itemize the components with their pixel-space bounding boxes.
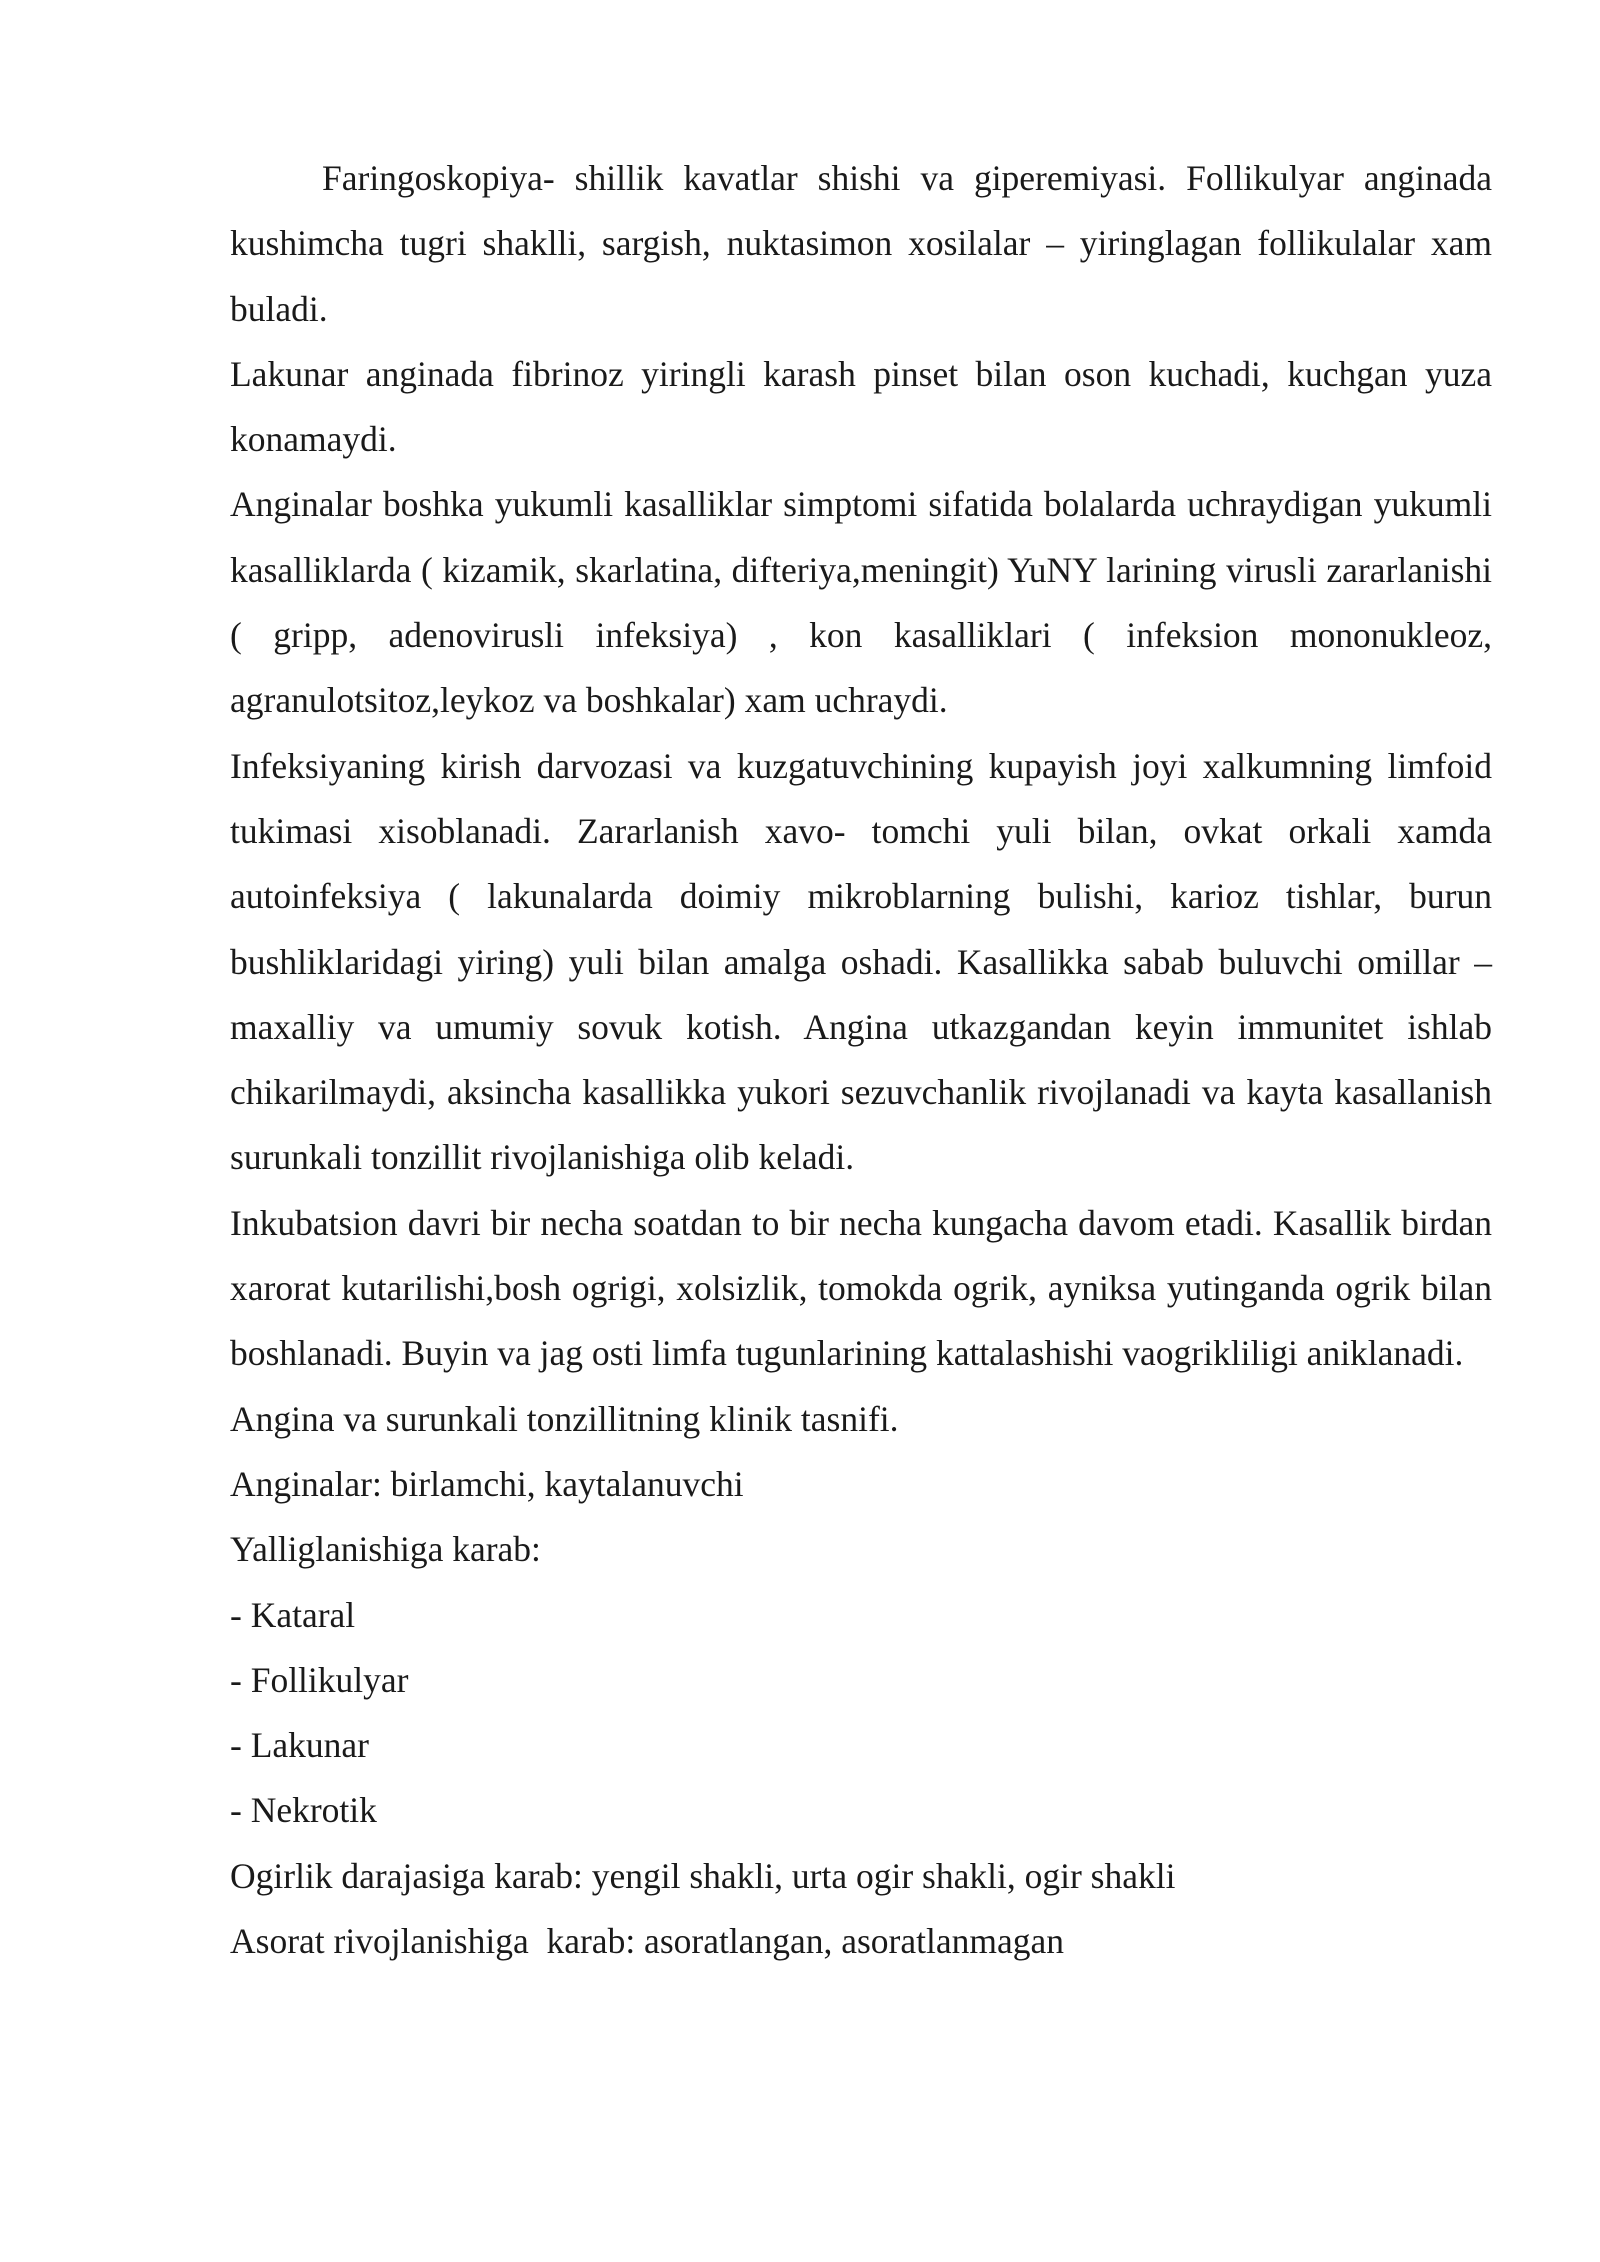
list-line-yalliglanishiga: Yalliglanishiga karab:: [230, 1529, 541, 1570]
list-item-kataral: - Kataral: [230, 1594, 356, 1635]
list-line-anginalar: Anginalar: birlamchi, kaytalanuvchi: [230, 1463, 744, 1504]
list-line-asorat: Asorat rivojlanishiga karab: asoratlangan, asoratlanmagan: [230, 1921, 1064, 1962]
paragraph-anginalar-yukumli: Anginalar boshka yukumli kasalliklar simptomi sifatida bolalarda uchraydigan yukumli kasalliklarda ( kizamik, skarlatina, difteriya,meningit) YuNY larining virusli zararlanishi ( gripp, adenovirusli infeksiya) , kon kasalliklari ( infeksion mononukleoz, agranulotsitoz,leykoz va boshkalar) xam uchraydi.: [230, 484, 1492, 721]
list-line-ogirlik: Ogirlik darajasiga karab: yengil shakli, urta ogir shakli, ogir shakli: [230, 1855, 1176, 1896]
list-item-lakunar: - Lakunar: [230, 1725, 369, 1766]
paragraph-lakunar-angina: Lakunar anginada fibrinoz yiringli karash pinset bilan oson kuchadi, kuchgan yuza konamaydi.: [230, 353, 1492, 460]
paragraph-infeksiya-kirish: Infeksiyaning kirish darvozasi va kuzgatuvchining kupayish joyi xalkumning limfoid tukimasi xisoblanadi. Zararlanish xavo- tomchi yuli bilan, ovkat orkali xamda autoinfeksiya ( lakunalarda doimiy mikroblarning bulishi, karioz tishlar, burun bushliklaridagi yiring) yuli bilan amalga oshadi. Kasallikka sabab buluvchi omillar – maxalliy va umumiy sovuk kotish. Angina utkazgandan keyin immunitet ishlab chikarilmaydi, aksincha kasallikka yukori sezuvchanlik rivojlanadi va kayta kasallanish surunkali tonzillit rivojlanishiga olib keladi.: [230, 745, 1492, 1178]
document-body: [230, 146, 1492, 1974]
list-item-follikulyar: - Follikulyar: [230, 1659, 409, 1700]
paragraph-inkubatsion-davri: Inkubatsion davri bir necha soatdan to bir necha kungacha davom etadi. Kasallik birdan xarorat kutarilishi,bosh ogrigi, xolsizlik, tomokda ogrik, ayniksa yutinganda ogrik bilan boshlanadi. Buyin va jag osti limfa tugunlarining kattalashishi vaogrikliligi aniklanadi.: [230, 1202, 1492, 1374]
list-item-nekrotik: - Nekrotik: [230, 1790, 377, 1831]
paragraph-faringoskopiya: Faringoskopiya- shillik kavatlar shishi va giperemiyasi. Follikulyar anginada kushimcha tugri shaklli, sargish, nuktasimon xosilalar – yiringlagan follikulalar xam buladi.: [230, 158, 1492, 329]
section-heading: Angina va surunkali tonzillitning klinik tasnifi.: [230, 1398, 899, 1439]
